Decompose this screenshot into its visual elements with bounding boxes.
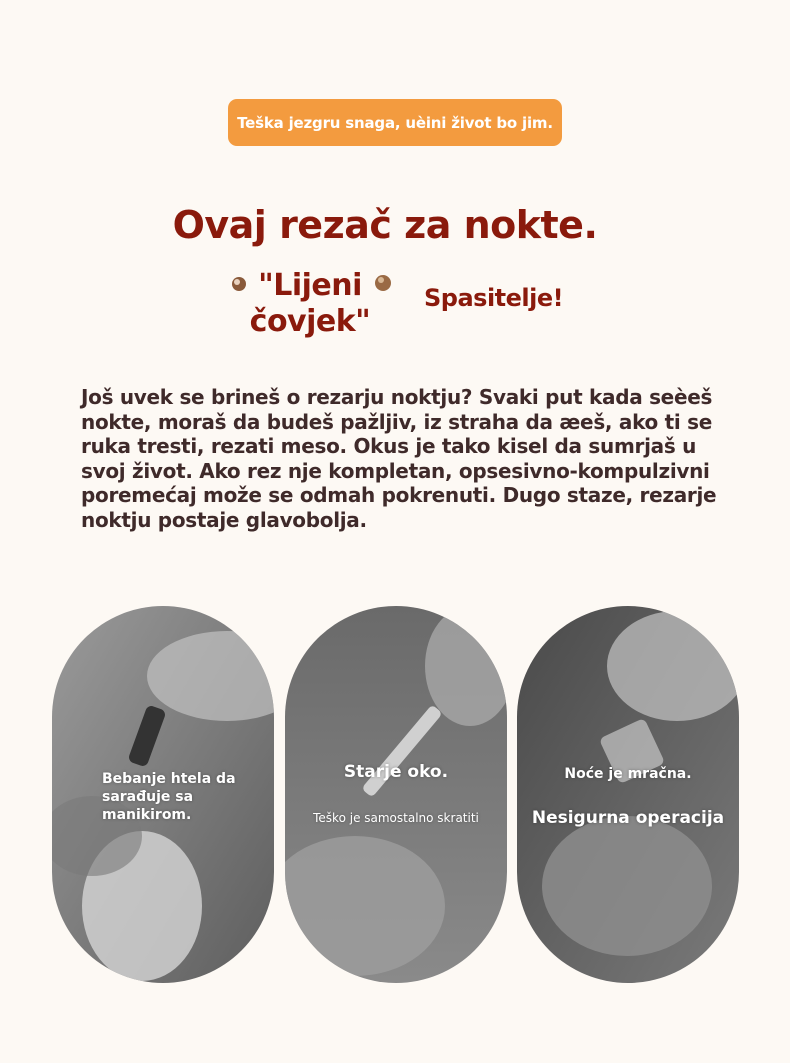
promo-badge: Teška jezgru snaga, uèini život bo jim.	[228, 99, 562, 146]
page-title: Ovaj rezač za nokte.	[172, 203, 598, 247]
description-text: Još uvek se brineš o rezarju noktju? Svaki put kada seèeš nokte, moraš da budeš pažljiv, iz straha da æeš, ako ti se ruka tresti, rezati meso. Okus je tako kisel da sumrjaš u svoj život. Ako rez nje kompletan, opsesivno-kompulzivni poremećaj može se odmah pokrenuti. Dugo staze, rezarje noktju postaje glavobolja.	[81, 385, 717, 532]
lazy-line-2: čovjek"	[249, 304, 371, 339]
savior-label: Spasitelje!	[424, 284, 564, 312]
elderly-hands-photo-icon	[285, 606, 507, 983]
card-elderly	[285, 606, 507, 983]
card-night	[517, 606, 739, 983]
card-night-text: Nesigurna operacija	[531, 808, 725, 828]
card-baby-text: Bebanje htela da sarađuje sa manikirom.	[102, 771, 236, 823]
card-elderly-text: Teško je samostalno skratiti	[313, 811, 479, 825]
bead-right-icon	[374, 274, 392, 292]
lazy-line-1: "Lijeni	[258, 268, 362, 303]
card-night-title: Noće je mračna.	[564, 766, 692, 782]
lazy-person-label	[240, 268, 380, 340]
card-baby	[52, 606, 274, 983]
card-elderly-title: Starje oko.	[343, 762, 449, 782]
clipper-closeup-photo-icon	[517, 606, 739, 983]
